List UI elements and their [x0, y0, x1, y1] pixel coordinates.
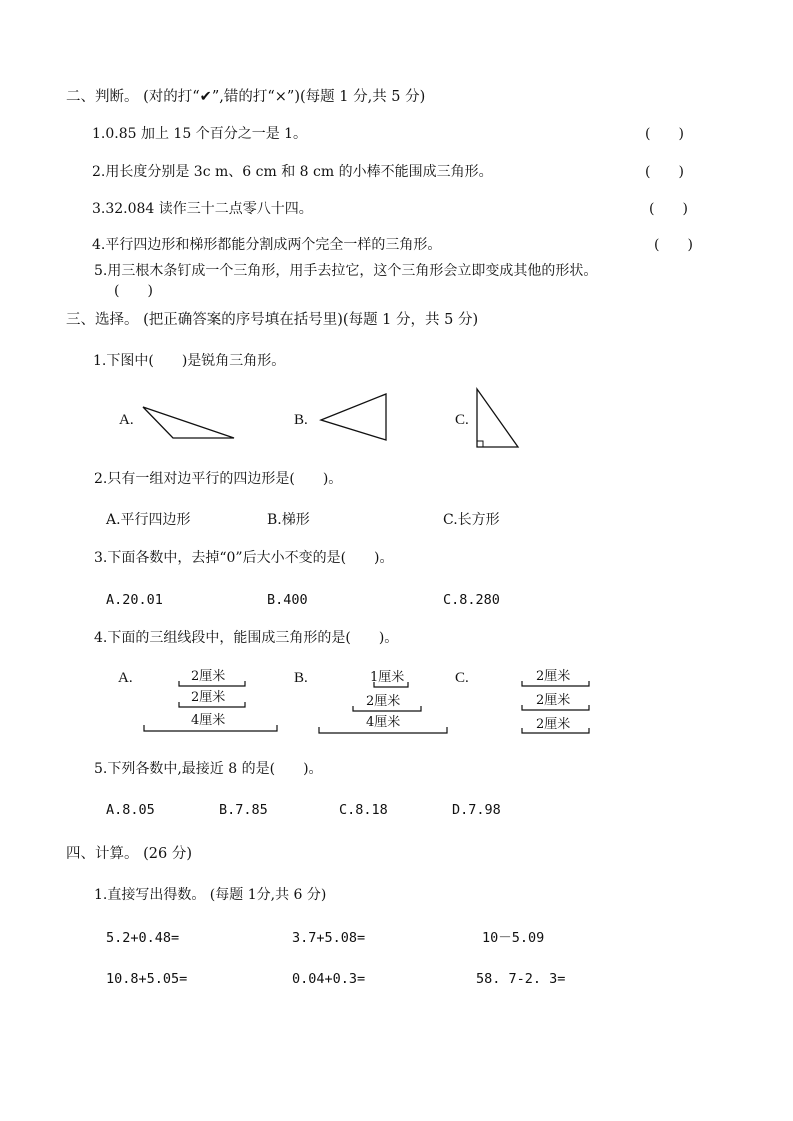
- triangle-b-shape: [321, 394, 386, 440]
- triangle-c-shape: [477, 389, 518, 447]
- triangle-b-label: B.: [294, 412, 308, 428]
- choice-q5-option-d[interactable]: D.7.98: [452, 802, 501, 818]
- segment-b2-label: 2厘米: [366, 694, 401, 709]
- calc-r1-2: 3.7+5.08=: [292, 930, 366, 946]
- judge-item-1-answer[interactable]: ( ): [645, 126, 684, 142]
- segment-b1-label: 1厘米: [370, 670, 405, 685]
- choice-q2-option-a[interactable]: A.平行四边形: [106, 512, 191, 528]
- triangle-a-shape: [143, 407, 234, 438]
- choice-q3-option-c[interactable]: C.8.280: [443, 592, 500, 608]
- judge-item-4: 4.平行四边形和梯形都能分割成两个完全一样的三角形。: [92, 237, 442, 253]
- calc-r2-1: 10.8+5.05=: [106, 971, 188, 987]
- judge-item-3-answer[interactable]: ( ): [649, 201, 688, 217]
- choice-q2-option-b[interactable]: B.梯形: [267, 512, 310, 528]
- judge-item-2-answer[interactable]: ( ): [645, 164, 684, 180]
- choice-q3-option-a[interactable]: A.20.01: [106, 592, 163, 608]
- choice-heading: 三、选择。 (把正确答案的序号填在括号里)(每题 1 分，共 5 分): [66, 312, 479, 328]
- calc-r2-2: 0.04+0.3=: [292, 971, 366, 987]
- judge-item-5: 5.用三根木条钉成一个三角形，用手去拉它，这个三角形会立即变成其他的形状。: [94, 263, 598, 279]
- segment-c2-label: 2厘米: [536, 693, 571, 708]
- segment-a3-label: 4厘米: [191, 713, 226, 728]
- choice-q5-option-b[interactable]: B.7.85: [219, 802, 268, 818]
- choice-q5-text: 5.下列各数中,最接近 8 的是( )。: [94, 761, 323, 777]
- triangle-a-label: A.: [119, 412, 134, 428]
- choice-q2-text: 2.只有一组对边平行的四边形是( )。: [94, 471, 343, 487]
- choice-q3-text: 3.下面各数中，去掉“0”后大小不变的是( )。: [94, 550, 394, 566]
- judge-item-5-answer[interactable]: ( ): [114, 283, 153, 299]
- right-angle-mark: [477, 441, 483, 447]
- calc-sub1: 1.直接写出得数。 (每题 1分,共 6 分): [94, 887, 327, 903]
- choice-q3-option-b[interactable]: B.400: [267, 592, 308, 608]
- segment-a1-label: 2厘米: [191, 669, 226, 684]
- judge-item-3: 3.32.084 读作三十二点零八十四。: [92, 201, 313, 217]
- choice-q1-text: 1.下图中( )是锐角三角形。: [93, 353, 286, 369]
- calc-heading: 四、计算。 (26 分): [66, 846, 192, 862]
- choice-q2-option-c[interactable]: C.长方形: [443, 512, 500, 528]
- segment-a2-label: 2厘米: [191, 690, 226, 705]
- judge-item-1: 1.0.85 加上 15 个百分之一是 1。: [92, 126, 308, 142]
- segment-c1-label: 2厘米: [536, 669, 571, 684]
- segments-a-label: A.: [118, 670, 133, 686]
- segment-b3-label: 4厘米: [366, 715, 401, 730]
- segments-b-label: B.: [294, 670, 308, 686]
- segments-c-label: C.: [455, 670, 469, 686]
- choice-q5-option-a[interactable]: A.8.05: [106, 802, 155, 818]
- segment-c3-label: 2厘米: [536, 717, 571, 732]
- calc-r2-3: 58. 7-2. 3=: [476, 971, 566, 987]
- judge-item-2: 2.用长度分别是 3c m、6 cm 和 8 cm 的小棒不能围成三角形。: [92, 164, 493, 180]
- calc-r1-3: 10－5.09: [482, 930, 545, 946]
- choice-q4-text: 4.下面的三组线段中，能围成三角形的是( )。: [94, 630, 399, 646]
- judge-heading: 二、判断。 (对的打“✔”,错的打“×”)(每题 1 分,共 5 分): [66, 89, 426, 105]
- choice-q5-option-c[interactable]: C.8.18: [339, 802, 388, 818]
- judge-item-4-answer[interactable]: ( ): [654, 237, 693, 253]
- triangle-c-label: C.: [455, 412, 469, 428]
- calc-r1-1: 5.2+0.48=: [106, 930, 180, 946]
